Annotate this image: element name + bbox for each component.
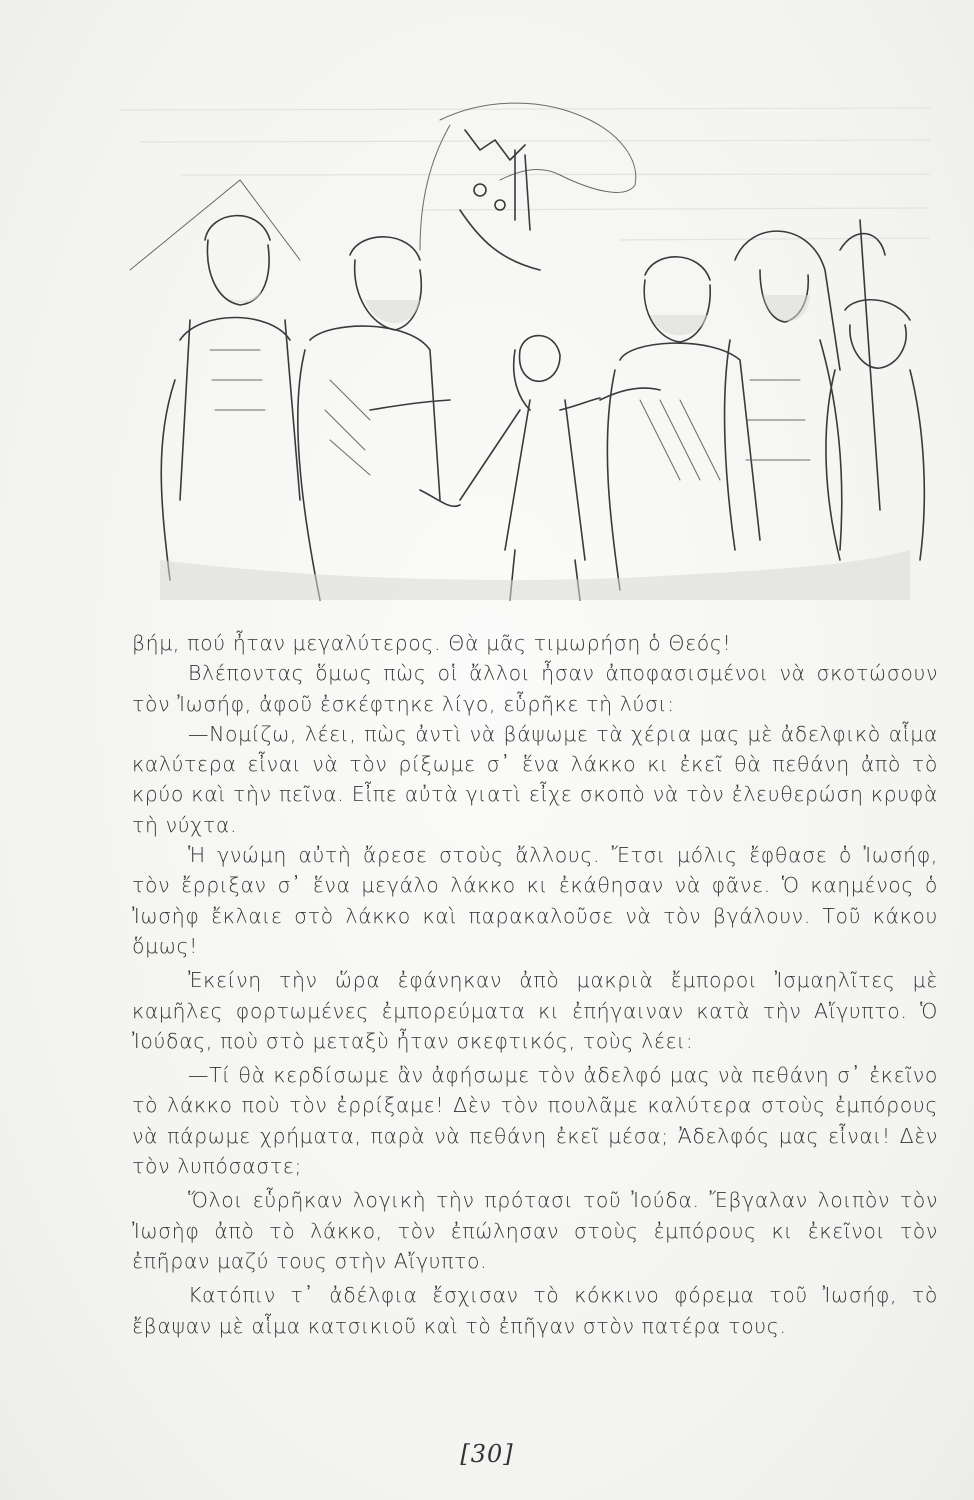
figure-merchant bbox=[298, 237, 460, 600]
ground-shading bbox=[160, 550, 910, 600]
figure-brother-left bbox=[161, 216, 300, 580]
illustration-joseph-sold bbox=[120, 80, 940, 620]
figure-brother-center bbox=[600, 257, 760, 590]
tent-drawing bbox=[130, 180, 300, 270]
paragraph: Βλέποντας ὅμως πὼς οἱ ἄλλοι ἦσαν ἀποφασισμένοι νὰ σκοτώσουν τὸν Ἰωσήφ, ἀφοῦ ἐσκέφτηκε λίγο, εὗρῆκε τὴ λύσι: bbox=[132, 661, 938, 716]
paragraph: Ἡ γνώμη αὐτὴ ἄρεσε στοὺς ἄλλους. Ἔτσι μόλις ἔφθασε ὁ Ἰωσήφ, τὸν ἔρριξαν σ᾿ ἕνα μεγάλο λάκκο κι ἐκάθησαν νὰ φᾶνε. Ὁ καημένος ὁ Ἰωσὴφ ἔκλαιε στὸ λάκκο καὶ παρακαλοῦσε νὰ τὸν βγάλουν. Τοῦ κάκου ὅμως! bbox=[132, 843, 938, 958]
body-text bbox=[132, 628, 938, 1341]
paragraph: —Τί θὰ κερδίσωμε ἂν ἀφήσωμε τὸν ἀδελφό μας νὰ πεθάνη σ᾿ ἐκεῖνο τὸ λάκκο ποὺ τὸν ἐρρίξαμε! Δὲν τὸν πουλᾶμε καλύτερα στοὺς ἐμπόρους νὰ πάρωμε χρήματα, παρὰ νὰ πεθάνη ἐκεῖ μέσα; Ἀδελφός μας εἶναι! Δὲν τὸν λυπόσαστε; bbox=[132, 1063, 938, 1179]
paragraph: βήμ, πού ἦταν μεγαλύτερος. Θὰ μᾶς τιμωρήση ὁ Θεός! bbox=[132, 631, 732, 655]
page-number: [30] bbox=[460, 1440, 514, 1468]
paragraph: Ὅλοι εὗρῆκαν λογικὴ τὴν πρότασι τοῦ Ἰούδα. Ἔβγαλαν λοιπὸν τὸν Ἰωσὴφ ἀπὸ τὸ λάκκο, τὸν ἐπώλησαν στοὺς ἐμπόρους κι ἐκεῖνοι τὸν ἐπῆραν μαζύ τους στὴν Αἴγυπτο. bbox=[132, 1188, 938, 1273]
show-through-lines bbox=[120, 108, 930, 240]
figure-joseph bbox=[460, 336, 600, 600]
paragraph: Ἐκείνη τὴν ὥρα ἐφάνηκαν ἀπὸ μακριὰ ἔμποροι Ἰσμαηλῖτες μὲ καμῆλες φορτωμένες ἐμπορεύματα κι ἐπήγαιναν κατὰ τὴν Αἴγυπτο. Ὁ Ἰούδας, ποὺ στὸ μεταξὺ ἦταν σκεφτικός, τοὺς λέει: bbox=[132, 968, 938, 1053]
figure-brother-right bbox=[826, 220, 924, 560]
paragraph: —Νομίζω, λέει, πὼς ἀντὶ νὰ βάψωμε τὰ χέρια μας μὲ ἀδελφικὸ αἷμα καλύτερα εἶναι νὰ τὸν ρίξωμε σ᾿ ἕνα λάκκο κι ἐκεῖ θὰ πεθάνη ἀπὸ τὸ κρύο καὶ τὴν πεῖνα. Εἶπε αὐτὰ γιατὶ εἶχε σκοπὸ νὰ τὸν ἐλευθερώση κρυφὰ τὴ νύχτα. bbox=[132, 721, 938, 837]
paragraph: Κατόπιν τ᾿ ἀδέλφια ἔσχισαν τὸ κόκκινο φόρεμα τοῦ Ἰωσήφ, τὸ ἔβαψαν μὲ αἷμα κατσικιοῦ καὶ τὸ ἐπῆγαν στὸν πατέρα τους. bbox=[132, 1283, 938, 1338]
camel-drawing bbox=[420, 103, 636, 270]
figure-brother-hooded bbox=[725, 231, 842, 550]
